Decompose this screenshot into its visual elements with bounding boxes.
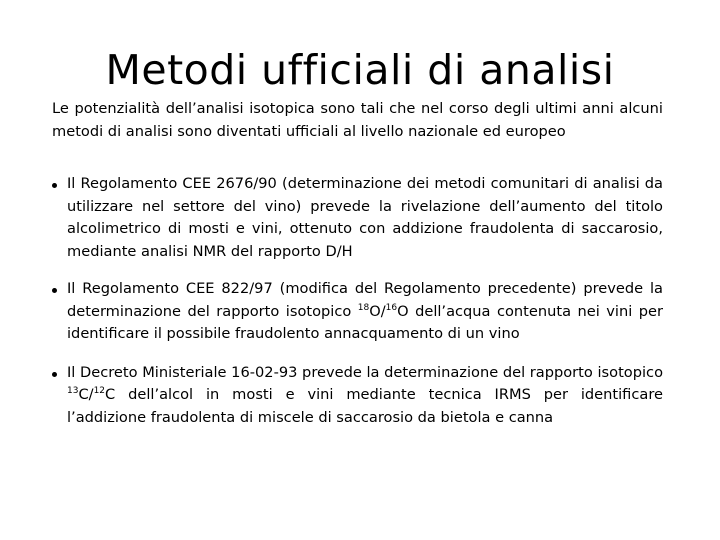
bullet-text-after: O dell’acqua contenuta nei vini per identificare il possibile fraudolento annacquamento di un vino (67, 302, 663, 342)
isotope-superscript: 18 (357, 302, 370, 313)
bullet-item (52, 173, 663, 263)
intro-paragraph: Le potenzialità dell’analisi isotopica sono tali che nel corso degli ultimi anni alcuni metodi di analisi sono diventati ufficiali al livello nazionale ed europeo (52, 100, 663, 140)
isotope-superscript: 16 (385, 302, 398, 313)
isotope-symbol: C/ (78, 386, 94, 403)
bullet-item (52, 362, 663, 430)
bullet-dot-icon (52, 372, 57, 377)
bullet-dot-icon (52, 288, 57, 293)
slide-title: Metodi ufficiali di analisi (105, 46, 615, 95)
bullet-text-before: Il Regolamento CEE 822/97 (modifica del Regolamento precedente) prevede la determinazione del rapporto isotopico (67, 280, 663, 320)
bullet-item (52, 278, 663, 346)
bullet-text-after: C dell’alcol in mosti e vini mediante tecnica IRMS per identificare l’addizione fraudolenta di miscele di saccarosio da bietola e canna (67, 386, 663, 426)
bullet-dot-icon (52, 183, 57, 188)
isotope-superscript: 13 (67, 386, 79, 396)
bullet-text: Il Regolamento CEE 2676/90 (determinazione dei metodi comunitari di analisi da utilizzare nel settore del vino) prevede la rivelazione dell’aumento del titolo alcolimetrico di mosti e vini, ottenuto con addizione fraudolenta di saccarosio, mediante analisi NMR del rapporto D/H (67, 175, 663, 260)
isotope-symbol: O/ (369, 302, 386, 320)
bullet-list (52, 173, 663, 429)
isotope-superscript: 12 (93, 386, 106, 396)
bullet-text-before: Il Decreto Ministeriale 16-02-93 prevede la determinazione del rapporto isotopico (67, 363, 663, 381)
